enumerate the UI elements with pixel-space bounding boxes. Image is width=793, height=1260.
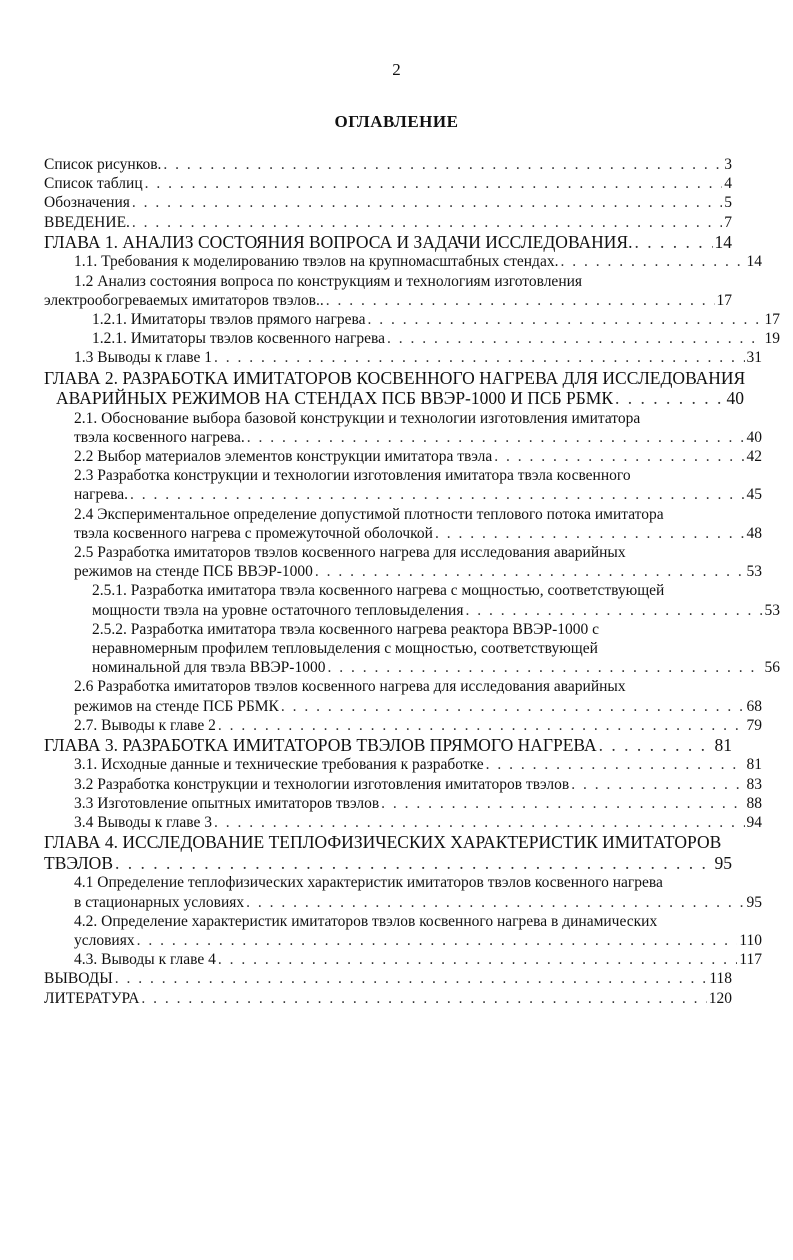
toc-page-number: 117 (739, 951, 762, 969)
toc-entry-text: нагрева. (74, 486, 129, 504)
toc-entry (44, 252, 762, 271)
toc-entry (44, 735, 732, 756)
leader-dots (634, 232, 712, 253)
toc-entry-text: ГЛАВА 2. РАЗРАБОТКА ИМИТАТОРОВ КОСВЕННОГО НАГРЕВА ДЛЯ ИССЛЕДОВАНИЯ (44, 367, 746, 388)
toc-page-number: 88 (746, 794, 762, 812)
toc-entry (44, 505, 762, 543)
toc-entry-text: 2.1. Обоснование выбора базовой конструкции и технологии изготовления имитатора (74, 409, 641, 427)
toc-entry (44, 447, 762, 466)
leader-dots (381, 794, 744, 813)
leader-dots (115, 969, 708, 988)
toc-entry-text: 2.7. Выводы к главе 2 (74, 716, 216, 734)
toc-entry-text: 2.5 Разработка имитаторов твэлов косвенного нагрева для исследования аварийных (74, 543, 626, 561)
toc-entry (44, 329, 780, 348)
toc-page-number: 79 (746, 716, 762, 734)
toc-page-number: 7 (724, 213, 732, 231)
toc-entry-text: 2.5.2. Разработка имитатора твэла косвенного нагрева реактора ВВЭР-1000 с (92, 620, 600, 638)
leader-dots (115, 853, 713, 874)
leader-dots (214, 813, 744, 832)
toc-entry-text: ВВЕДЕНИЕ. (44, 213, 130, 231)
toc-entry-text: Список рисунков. (44, 156, 162, 173)
toc-entry (44, 409, 762, 447)
toc-entry-text: неравномерным профилем тепловыделения с мощностью, соответствующей (92, 639, 598, 657)
toc-entry (44, 174, 732, 193)
leader-dots (465, 601, 762, 620)
toc-entry-text: 1.2 Анализ состояния вопроса по конструкциям и технологиям изготовления (74, 272, 583, 290)
toc-entry-text: твэла косвенного нагрева. (74, 428, 245, 446)
toc-entry-text: 2.2 Выбор материалов элементов конструкции имитатора твэла (74, 447, 493, 465)
toc-entry-text: условиях (74, 931, 135, 949)
toc-entry-text: 3.3 Изготовление опытных имитаторов твэлов (74, 794, 380, 812)
toc-entry-text: 2.6 Разработка имитаторов твэлов косвенного нагрева для исследования аварийных (74, 678, 626, 696)
toc-page-number: 120 (708, 989, 732, 1007)
toc-page-number: 17 (764, 310, 780, 328)
toc-page-number: 95 (746, 893, 762, 911)
toc-page-number: 14 (714, 231, 732, 252)
toc-page-number: 53 (764, 601, 780, 619)
leader-dots (486, 755, 745, 774)
toc-entry (44, 950, 762, 969)
toc-page-number: 5 (724, 194, 732, 212)
leader-dots (387, 329, 763, 348)
toc-entry-text: 3.2 Разработка конструкции и технологии изготовления имитаторов твэлов (74, 775, 570, 793)
toc-entry (44, 310, 780, 329)
toc-entry-text: режимов на стенде ПСБ РБМК (74, 697, 279, 715)
page-number: 2 (392, 60, 401, 79)
leader-dots (281, 697, 745, 716)
toc-entry (44, 155, 732, 174)
toc-page-number: 40 (746, 428, 762, 446)
toc-entry-text: 3.4 Выводы к главе 3 (74, 814, 213, 832)
leader-dots (599, 735, 713, 756)
leader-dots (145, 174, 723, 193)
toc-entry (44, 755, 762, 774)
toc-entry-text: ГЛАВА 4. ИССЛЕДОВАНИЕ ТЕПЛОФИЗИЧЕСКИХ ХАРАКТЕРИСТИК ИМИТАТОРОВ (44, 832, 722, 853)
toc-page-number: 40 (726, 388, 744, 409)
leader-dots (615, 388, 724, 409)
toc-entry-text: номинальной для твэла ВВЭР-1000 (92, 659, 326, 677)
toc-entry-text: твэла косвенного нагрева с промежуточной оболочкой (74, 524, 433, 542)
toc-entry-text: 1.3 Выводы к главе 1 (74, 349, 213, 367)
toc-entry-text: ТВЭЛОВ (44, 852, 113, 873)
toc-page-number: 81 (746, 756, 762, 774)
leader-dots (214, 348, 744, 367)
leader-dots (560, 252, 744, 271)
leader-dots (367, 310, 762, 329)
toc-entry (44, 620, 780, 678)
leader-dots (246, 893, 744, 912)
toc-entry (44, 543, 762, 581)
leader-dots (218, 716, 745, 735)
toc-entry-text: режимов на стенде ПСБ ВВЭР-1000 (74, 563, 313, 581)
toc-page-number: 94 (746, 814, 762, 832)
table-of-contents (44, 155, 780, 1008)
toc-page-number: 14 (746, 253, 762, 271)
toc-page-number: 68 (746, 697, 762, 715)
toc-page-number: 3 (724, 156, 732, 173)
leader-dots (163, 155, 722, 174)
toc-page-number: 118 (709, 970, 732, 988)
leader-dots (218, 950, 737, 969)
leader-dots (327, 658, 762, 677)
toc-entry-text: Список таблиц (44, 175, 143, 193)
leader-dots (130, 485, 744, 504)
toc-page-number: 110 (739, 931, 762, 949)
toc-entry (44, 969, 732, 988)
toc-entry (44, 193, 732, 212)
toc-entry (44, 367, 746, 409)
leader-dots (315, 562, 745, 581)
toc-entry-text: 4.2. Определение характеристик имитаторов твэлов косвенного нагрева в динамических (74, 912, 658, 930)
toc-page-number: 53 (746, 563, 762, 581)
toc-page-number: 17 (716, 291, 732, 309)
toc-page-number: 42 (746, 447, 762, 465)
toc-entry (44, 912, 762, 950)
toc-entry-text: 2.3 Разработка конструкции и технологии изготовления имитатора твэла косвенного (74, 467, 631, 485)
toc-page-number: 81 (714, 734, 732, 755)
toc-entry-text: мощности твэла на уровне остаточного тепловыделения (92, 601, 464, 619)
toc-entry (44, 794, 762, 813)
toc-entry-text: 4.1 Определение теплофизических характеристик имитаторов твэлов косвенного нагрева (74, 874, 663, 892)
toc-entry-text: электрообогреваемых имитаторов твэлов.. (44, 291, 324, 309)
toc-page-number: 56 (764, 659, 780, 677)
leader-dots (132, 193, 722, 212)
toc-entry (44, 272, 732, 310)
toc-page-number: 45 (746, 486, 762, 504)
toc-entry (44, 677, 762, 715)
toc-entry (44, 813, 762, 832)
leader-dots (132, 213, 722, 232)
toc-title: ОГЛАВЛЕНИЕ (334, 112, 459, 131)
toc-entry-text: 1.1. Требования к моделированию твэлов на крупномасштабных стендах. (74, 253, 559, 271)
toc-entry-text: АВАРИЙНЫХ РЕЖИМОВ НА СТЕНДАХ ПСБ ВВЭР-1000 И ПСБ РБМК (56, 388, 614, 409)
toc-entry-text: Обозначения (44, 194, 130, 212)
leader-dots (435, 524, 745, 543)
toc-entry-text: 3.1. Исходные данные и технические требования к разработке (74, 756, 484, 774)
toc-page-number: 83 (746, 775, 762, 793)
leader-dots (494, 447, 744, 466)
toc-page-number: 19 (764, 330, 780, 348)
toc-page-number: 95 (714, 852, 732, 873)
toc-entry (44, 232, 732, 253)
toc-page-number: 48 (746, 524, 762, 542)
leader-dots (326, 291, 715, 310)
toc-entry-text: 4.3. Выводы к главе 4 (74, 951, 216, 969)
toc-entry (44, 775, 762, 794)
toc-entry-text: 1.2.1. Имитаторы твэлов прямого нагрева (92, 310, 366, 328)
leader-dots (571, 775, 744, 794)
toc-entry-text: ГЛАВА 3. РАЗРАБОТКА ИМИТАТОРОВ ТВЭЛОВ ПРЯМОГО НАГРЕВА (44, 734, 597, 755)
toc-entry (44, 832, 732, 873)
toc-entry (44, 581, 780, 619)
toc-entry (44, 466, 762, 504)
leader-dots (137, 931, 738, 950)
toc-entry-text: ГЛАВА 1. АНАЛИЗ СОСТОЯНИЯ ВОПРОСА И ЗАДАЧИ ИССЛЕДОВАНИЯ. (44, 231, 633, 252)
toc-entry-text: в стационарных условиях (74, 893, 245, 911)
toc-entry-text: ЛИТЕРАТУРА (44, 989, 140, 1007)
toc-page-number: 4 (724, 175, 732, 193)
toc-entry-text: 2.4 Экспериментальное определение допустимой плотности теплового потока имитатора (74, 505, 664, 523)
toc-entry-text: ВЫВОДЫ (44, 970, 113, 988)
toc-entry (44, 348, 762, 367)
toc-entry (44, 873, 762, 911)
toc-entry (44, 213, 732, 232)
toc-entry (44, 716, 762, 735)
leader-dots (247, 428, 745, 447)
toc-entry (44, 989, 732, 1008)
toc-entry-text: 1.2.1. Имитаторы твэлов косвенного нагрева (92, 330, 385, 348)
toc-entry-text: 2.5.1. Разработка имитатора твэла косвенного нагрева с мощностью, соответствующей (92, 582, 665, 600)
toc-page-number: 31 (746, 349, 762, 367)
leader-dots (141, 989, 706, 1008)
